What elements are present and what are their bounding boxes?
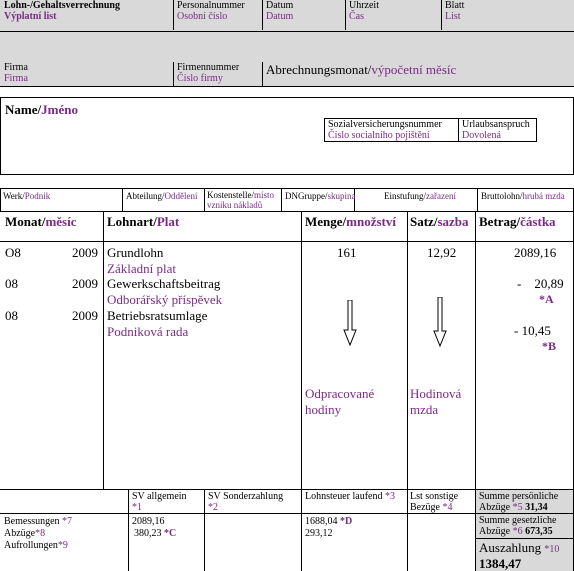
aufrollungen-label [4,540,68,551]
row1-menge: 161 [337,245,357,260]
abzuege-pers-text: Abzüge [479,502,511,513]
row1-year: 2009 [72,245,98,260]
col-betrag-cz: částka [520,214,556,229]
col-menge-cz: množství [346,214,396,229]
abteilung-label [126,191,198,201]
name-label-cz: Jméno [41,102,78,117]
abzuege-ref: *8 [35,528,46,539]
summe-pers-label: Summe persönliche [479,491,559,502]
footer-sep-4 [407,489,409,571]
dngruppe-cz: skupina [327,191,356,201]
menge-down-arrow-icon [343,300,357,346]
urlaub-label-cz: Dovolená [462,130,501,141]
abrechnungsmonat-cz: výpočetní měsíc [371,62,457,77]
summe-ges-label: Summe gesetzliche [479,515,557,526]
header-col-sep-1 [173,0,175,30]
firmennummer-label: Firmennummer [177,62,240,73]
name-label [5,102,78,117]
einstufung-de: Einstufung/ [384,191,426,201]
row1-betrag: 2089,16 [514,245,557,260]
brutto-label [481,191,565,201]
sv-allgemein-ref: *1 [132,502,142,513]
table-sep-satz [475,212,477,490]
lst-sonstige-label: Lst sonstige [410,491,459,502]
col-header-satz [410,214,469,229]
uhrzeit-label-cz: Čas [349,11,364,22]
col-menge-de: Menge/ [305,214,347,229]
bezuege-ref: *4 [442,502,453,513]
abzuege-ges-value: 673,35 [525,526,553,537]
table-sep-lohnart [301,212,303,490]
blatt-label-cz: List [445,11,461,22]
info-sep-3 [281,188,283,212]
auszahlung-ref: *10 [544,544,560,555]
abzuege-ges-ref: *6 [512,526,523,537]
row3-name-cz: Podniková rada [107,324,189,339]
footer-sep-1 [128,489,130,571]
menge-annotation-line2: hodiny [305,402,342,417]
firmennummer-label-cz: Číslo firmy [177,73,223,84]
werk-label [3,191,50,201]
col-lohnart-de: Lohnart/ [107,214,157,229]
firm-col-sep-2 [262,62,264,86]
abzuege-pers-value: 31,34 [525,502,548,513]
kostenstelle-de: Kostenstelle/ [207,190,254,200]
brutto-de: Bruttolohn/ [481,191,523,201]
abzuege-pers-ref: *5 [512,502,523,513]
table-sep-menge [407,212,409,490]
footer-sep-2 [204,489,206,571]
lohnsteuer-ref: *3 [384,491,395,502]
abzuege-text: Abzüge [4,528,36,539]
row3-name: Betriebsratsumlage [107,308,208,323]
col-header-lohnart [107,214,179,229]
aufrollungen-ref: *9 [57,540,68,551]
brutto-cz: hrubá mzda [522,191,565,201]
sv-value-2-text: 380,23 [134,528,162,539]
abzuege-ges-label [479,526,553,537]
row2-month: 08 [5,276,18,291]
info-sep-2 [204,188,206,212]
firma-label: Firma [4,62,28,73]
bemessungen-label [4,516,72,527]
uhrzeit-label: Uhrzeit [349,0,379,11]
table-header-bottom [0,240,574,242]
werk-de: Werk/ [3,191,25,201]
header-col-sep-4 [441,0,443,30]
row1-month: O8 [5,245,21,260]
abzuege-ges-text: Abzüge [479,526,511,537]
kostenstelle-label-cz2: vzniku nákladů [207,200,263,210]
auszahlung-label [479,540,559,555]
row2-year: 2009 [72,276,98,291]
row1-name-cz: Základní plat [107,261,176,276]
abteilung-de: Abteilung/ [126,191,165,201]
row3-note: *B [542,339,557,353]
lst-value-2: 293,12 [305,528,333,539]
dngruppe-label [285,191,356,201]
menge-annotation-line1: Odpracované [305,386,375,401]
row2-name: Gewerkschaftsbeitrag [107,276,221,291]
lohnsteuer-text: Lohnsteuer laufend [305,491,383,502]
header-col-sep-2 [262,0,264,30]
row3-betrag: - 10,45 [514,323,551,338]
satz-annotation-line2: mzda [410,402,439,417]
col-satz-cz: sazba [437,214,469,229]
abteilung-cz: Oddělení [164,191,198,201]
lst-value-1 [305,516,352,527]
lst-value-1-ref: *D [340,516,353,527]
info-sep-5 [477,188,479,212]
header-divider [0,30,574,32]
col-monat-de: Monat/ [5,214,46,229]
col-header-menge [305,214,396,229]
payroll-title: Lohn-/Gehaltsverrechnung [4,0,120,11]
bemessungen-text: Bemessungen [4,516,60,527]
personalnummer-label-cz: Osobní číslo [177,11,228,22]
datum-label-cz: Datum [266,11,294,22]
auszahlung-value: 1384,47 [479,556,522,571]
col-satz-de: Satz/ [410,214,438,229]
kostenstelle-label [207,190,274,200]
col-header-monat [5,214,77,229]
row2-note: *A [539,292,554,306]
sv-number-label-cz: Číslo socialního pojištění [328,130,430,141]
sv-value-2 [134,528,176,539]
sv-sonder-ref: *2 [208,502,218,513]
col-lohnart-cz: Plat [156,214,180,229]
row1-satz: 12,92 [427,245,457,260]
firm-col-sep-1 [173,62,175,86]
row2-betrag: - 20,89 [517,276,564,291]
row3-year: 2009 [72,308,98,323]
abzuege-label [4,528,45,539]
dngruppe-de: DNGruppe/ [285,191,328,201]
footer-sep-3 [301,489,303,571]
col-monat-cz: měsíc [45,214,77,229]
werk-cz: Podnik [24,191,51,201]
col-header-betrag [479,214,556,229]
header-col-sep-3 [345,0,347,30]
bezuege-label [410,502,453,513]
satz-down-arrow-icon [433,297,447,347]
einstufung-cz: zařazení [426,191,456,201]
bezuege-text: Bezüge [410,502,440,513]
abrechnungsmonat-label [266,62,456,77]
sv-sonder-label: SV Sonderzahlung [208,491,284,502]
col-betrag-de: Betrag/ [479,214,521,229]
firm-bottom-border [0,85,574,87]
abrechnungsmonat-de: Abrechnungsmonat/ [266,62,372,77]
row3-month: 08 [5,308,18,323]
kostenstelle-cz1: místo [254,190,275,200]
blatt-label: Blatt [445,0,465,11]
name-label-de: Name/ [5,102,42,117]
auszahlung-text: Auszahlung [479,540,542,555]
lohnsteuer-label [305,491,395,502]
sv-value-2-ref: *C [164,528,177,539]
einstufung-label [384,191,456,201]
sv-value-1: 2089,16 [132,516,165,527]
table-sep-monat [103,212,105,490]
personalnummer-label: Personalnummer [177,0,245,11]
bemessungen-ref: *7 [62,516,73,527]
satz-annotation-line1: Hodinová [410,386,462,401]
row2-name-cz: Odborářský příspěvek [107,292,223,307]
firma-label-cz: Firma [4,73,28,84]
sv-allgemein-label: SV allgemein [132,491,187,502]
payroll-title-cz: Výplatní list [4,11,57,22]
urlaub-label: Urlaubsanspruch [462,119,530,130]
sv-number-label: Sozialversicherungsnummer [328,119,442,130]
abzuege-pers-label [479,502,548,513]
info-sep-1 [122,188,124,212]
row1-name: Grundlohn [107,245,164,260]
datum-label: Datum [266,0,294,11]
lst-value-1-text: 1688,04 [305,516,338,527]
aufrollungen-text: Aufrollungen [4,540,58,551]
